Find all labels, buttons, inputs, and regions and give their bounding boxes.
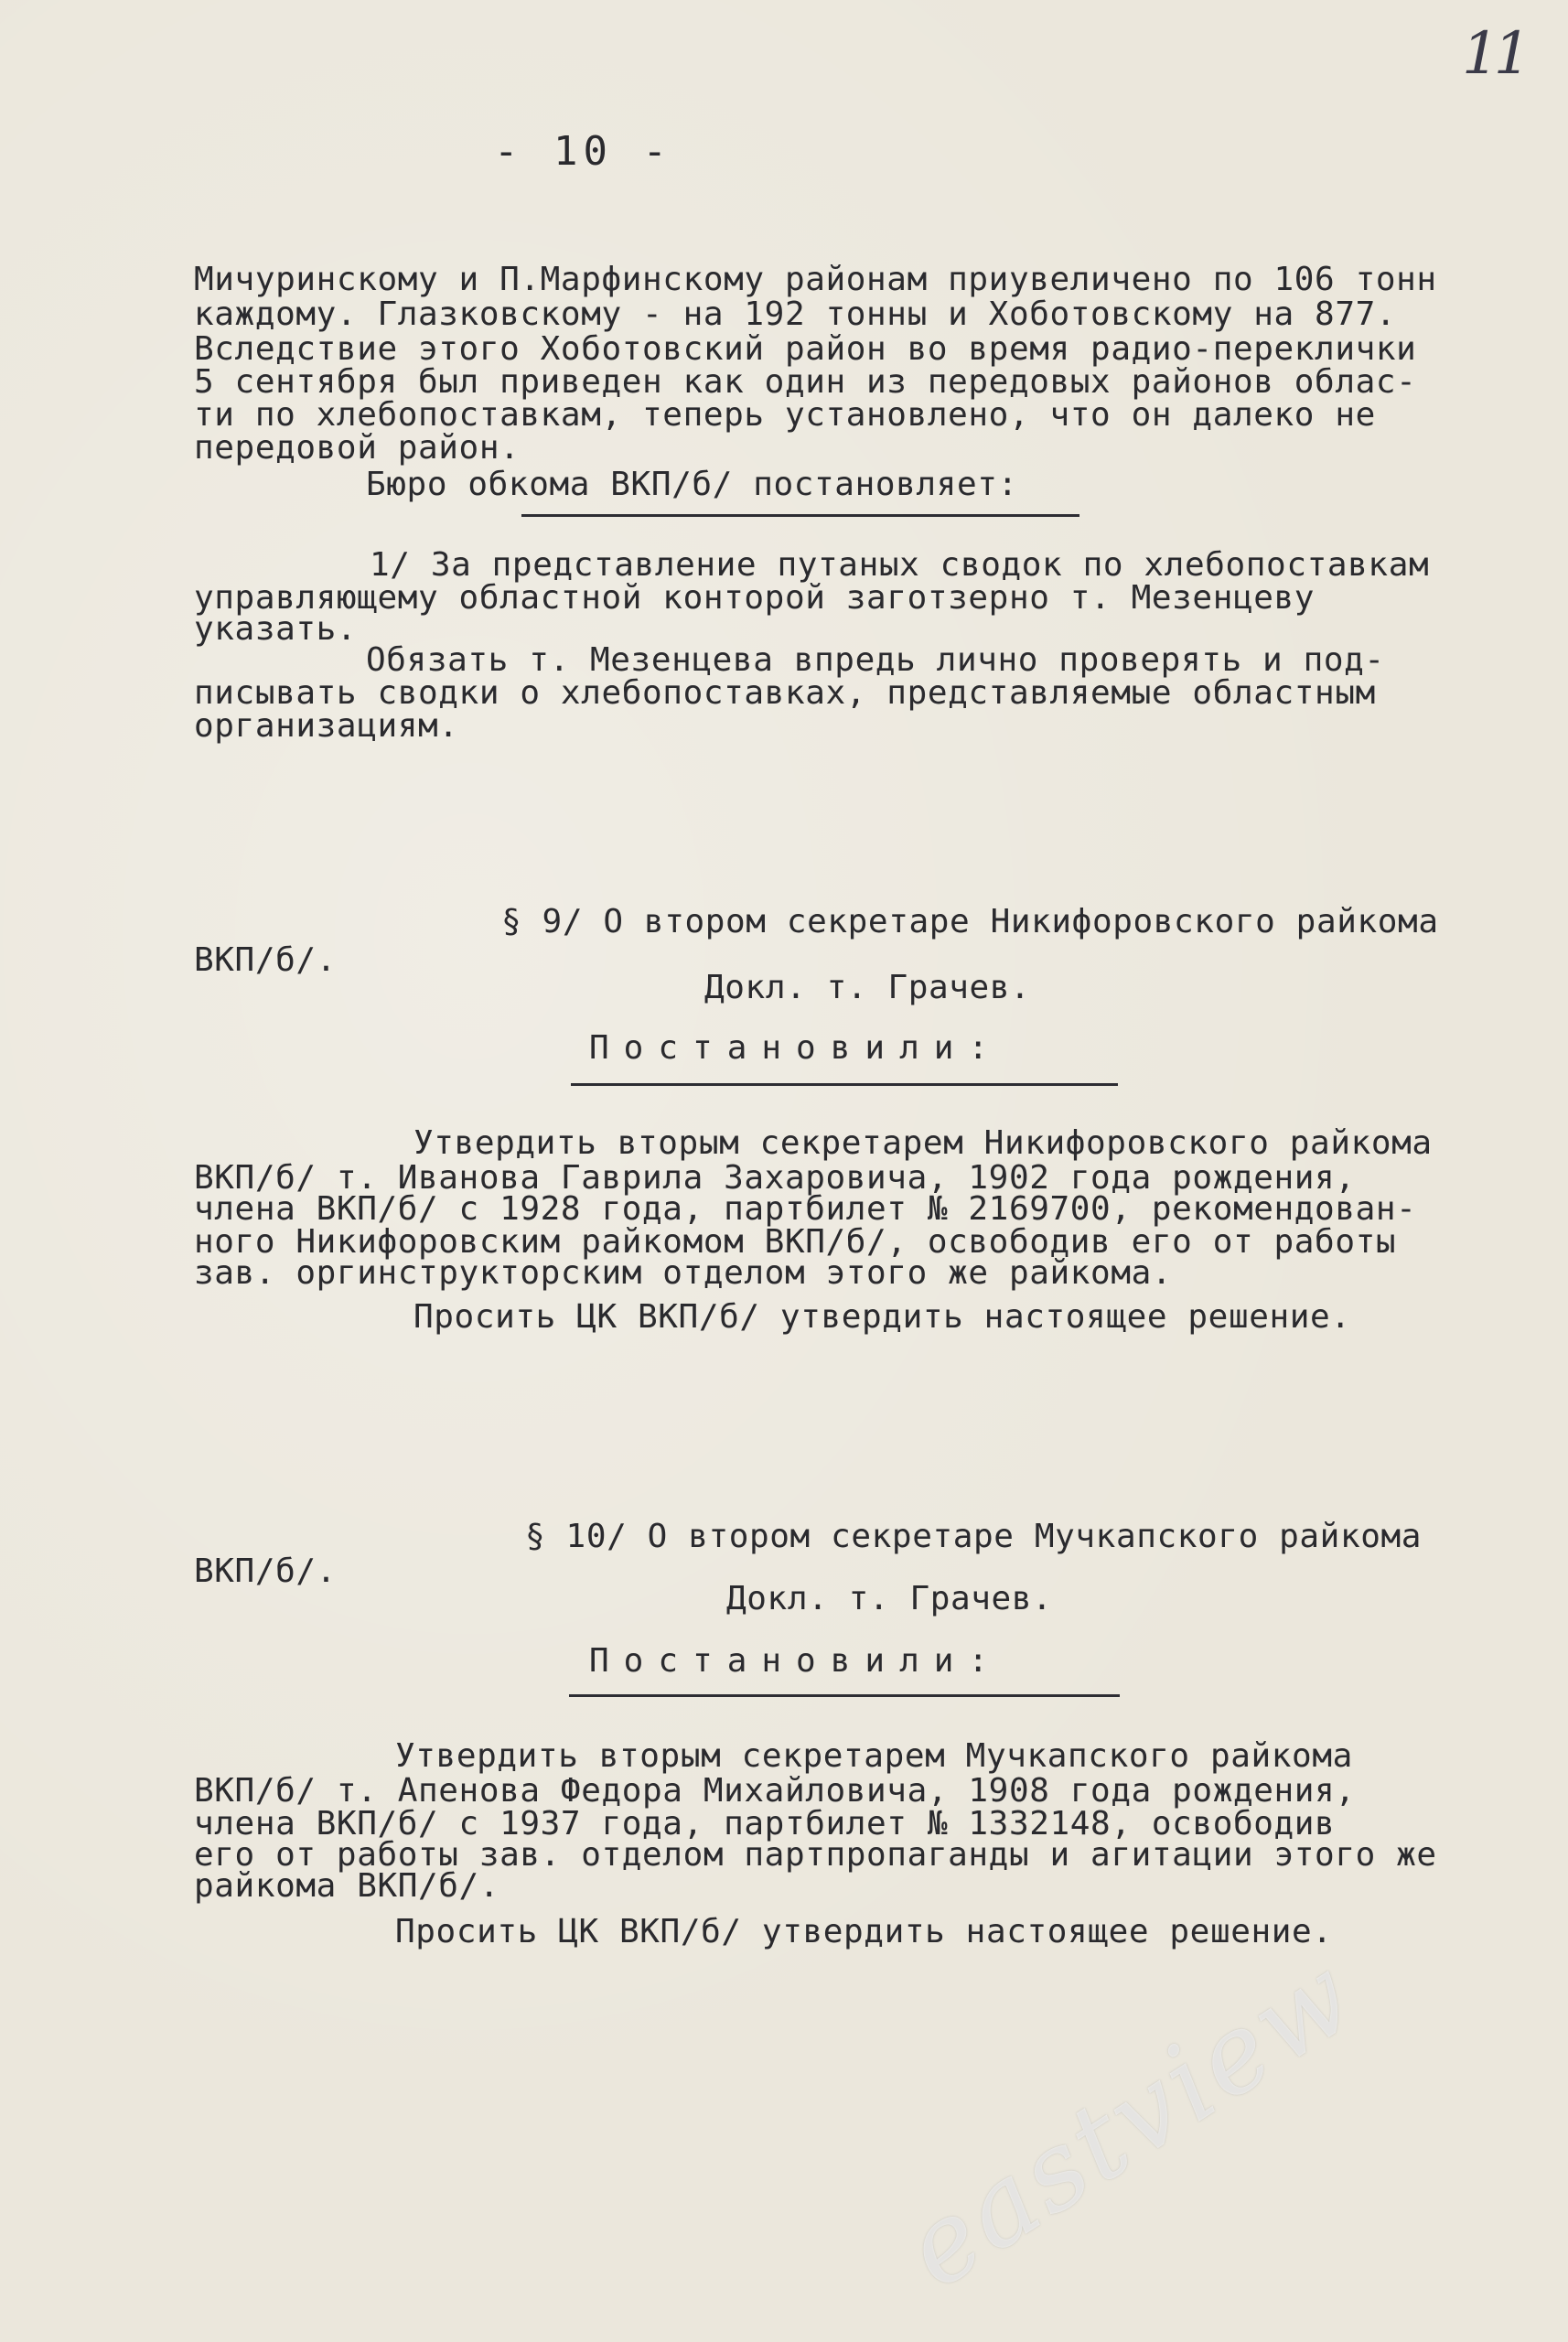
intro-line: передовой район.	[194, 429, 521, 467]
request-line: Просить ЦК ВКП/б/ утвердить настоящее решение.	[395, 1913, 1333, 1950]
intro-line: ти по хлебопоставкам, теперь установлено, что он далеко не	[194, 396, 1376, 434]
point-line: писывать сводки о хлебопоставках, представляемые областным	[194, 674, 1376, 712]
point-line: 1/ За представление путаных сводок по хлебопоставкам	[370, 546, 1430, 584]
resolution-heading: Бюро обкома ВКП/б/ постановляет:	[366, 466, 1018, 503]
section-line: Утвердить вторым секретарем Мучкапского райкома	[395, 1737, 1353, 1775]
heading-underline	[569, 1694, 1120, 1697]
section-title-cont: ВКП/б/.	[194, 941, 337, 979]
section-line: ного Никифоровским райкомом ВКП/б/, освободив его от работы	[194, 1223, 1397, 1261]
point-line: указать.	[194, 610, 358, 648]
heading-underline	[521, 514, 1079, 517]
section-line: члена ВКП/б/ с 1937 года, партбилет № 1332148, освободив	[194, 1805, 1336, 1842]
point-line: организациям.	[194, 707, 459, 745]
point-line: управляющему областной конторой заготзерно т. Мезенцеву	[194, 579, 1316, 617]
section-line: члена ВКП/б/ с 1928 года, партбилет № 2169700, рекомендован-	[194, 1190, 1417, 1228]
intro-line: Вследствие этого Хоботовский район во время радио-переклички	[194, 330, 1417, 368]
section-line: его от работы зав. отделом партпропаганды и агитации этого же	[194, 1836, 1437, 1874]
section-line: ВКП/б/ т. Апенова Федора Михайловича, 1908 года рождения,	[194, 1772, 1356, 1810]
decided-heading: Постановили:	[589, 1029, 1004, 1067]
section-title-cont: ВКП/б/.	[194, 1552, 337, 1590]
section-line: ВКП/б/ т. Иванова Гаврила Захаровича, 1902 года рождения,	[194, 1159, 1356, 1197]
section-line: зав. оргинструкторским отделом этого же райкома.	[194, 1254, 1173, 1292]
reporter: Докл. т. Грачев.	[704, 969, 1031, 1006]
heading-underline	[571, 1083, 1118, 1086]
intro-line: 5 сентября был приведен как один из передовых районов облас-	[194, 363, 1417, 401]
intro-line: Мичуринскому и П.Марфинскому районам приувеличено по 106 тонн	[194, 261, 1437, 298]
point-line: Обязать т. Мезенцева впредь лично проверять и под-	[366, 641, 1385, 679]
intro-line: каждому. Глазковскому - на 192 тонны и Хоботовскому на 877.	[194, 295, 1397, 333]
watermark: eastview	[882, 1929, 1378, 2313]
request-line: Просить ЦК ВКП/б/ утвердить настоящее решение.	[413, 1298, 1351, 1336]
section-title: § 9/ О втором секретаре Никифоровского райкома	[501, 903, 1439, 940]
section-line: райкома ВКП/б/.	[194, 1867, 500, 1905]
page-number: - 10 -	[494, 128, 672, 175]
decided-heading: Постановили:	[589, 1642, 1004, 1680]
section-title: § 10/ О втором секретаре Мучкапского райкома	[525, 1518, 1423, 1555]
reporter: Докл. т. Грачев.	[726, 1580, 1053, 1617]
archive-sheet-number: 11	[1462, 20, 1526, 88]
section-line: Утвердить вторым секретарем Никифоровского райкома	[413, 1124, 1433, 1162]
